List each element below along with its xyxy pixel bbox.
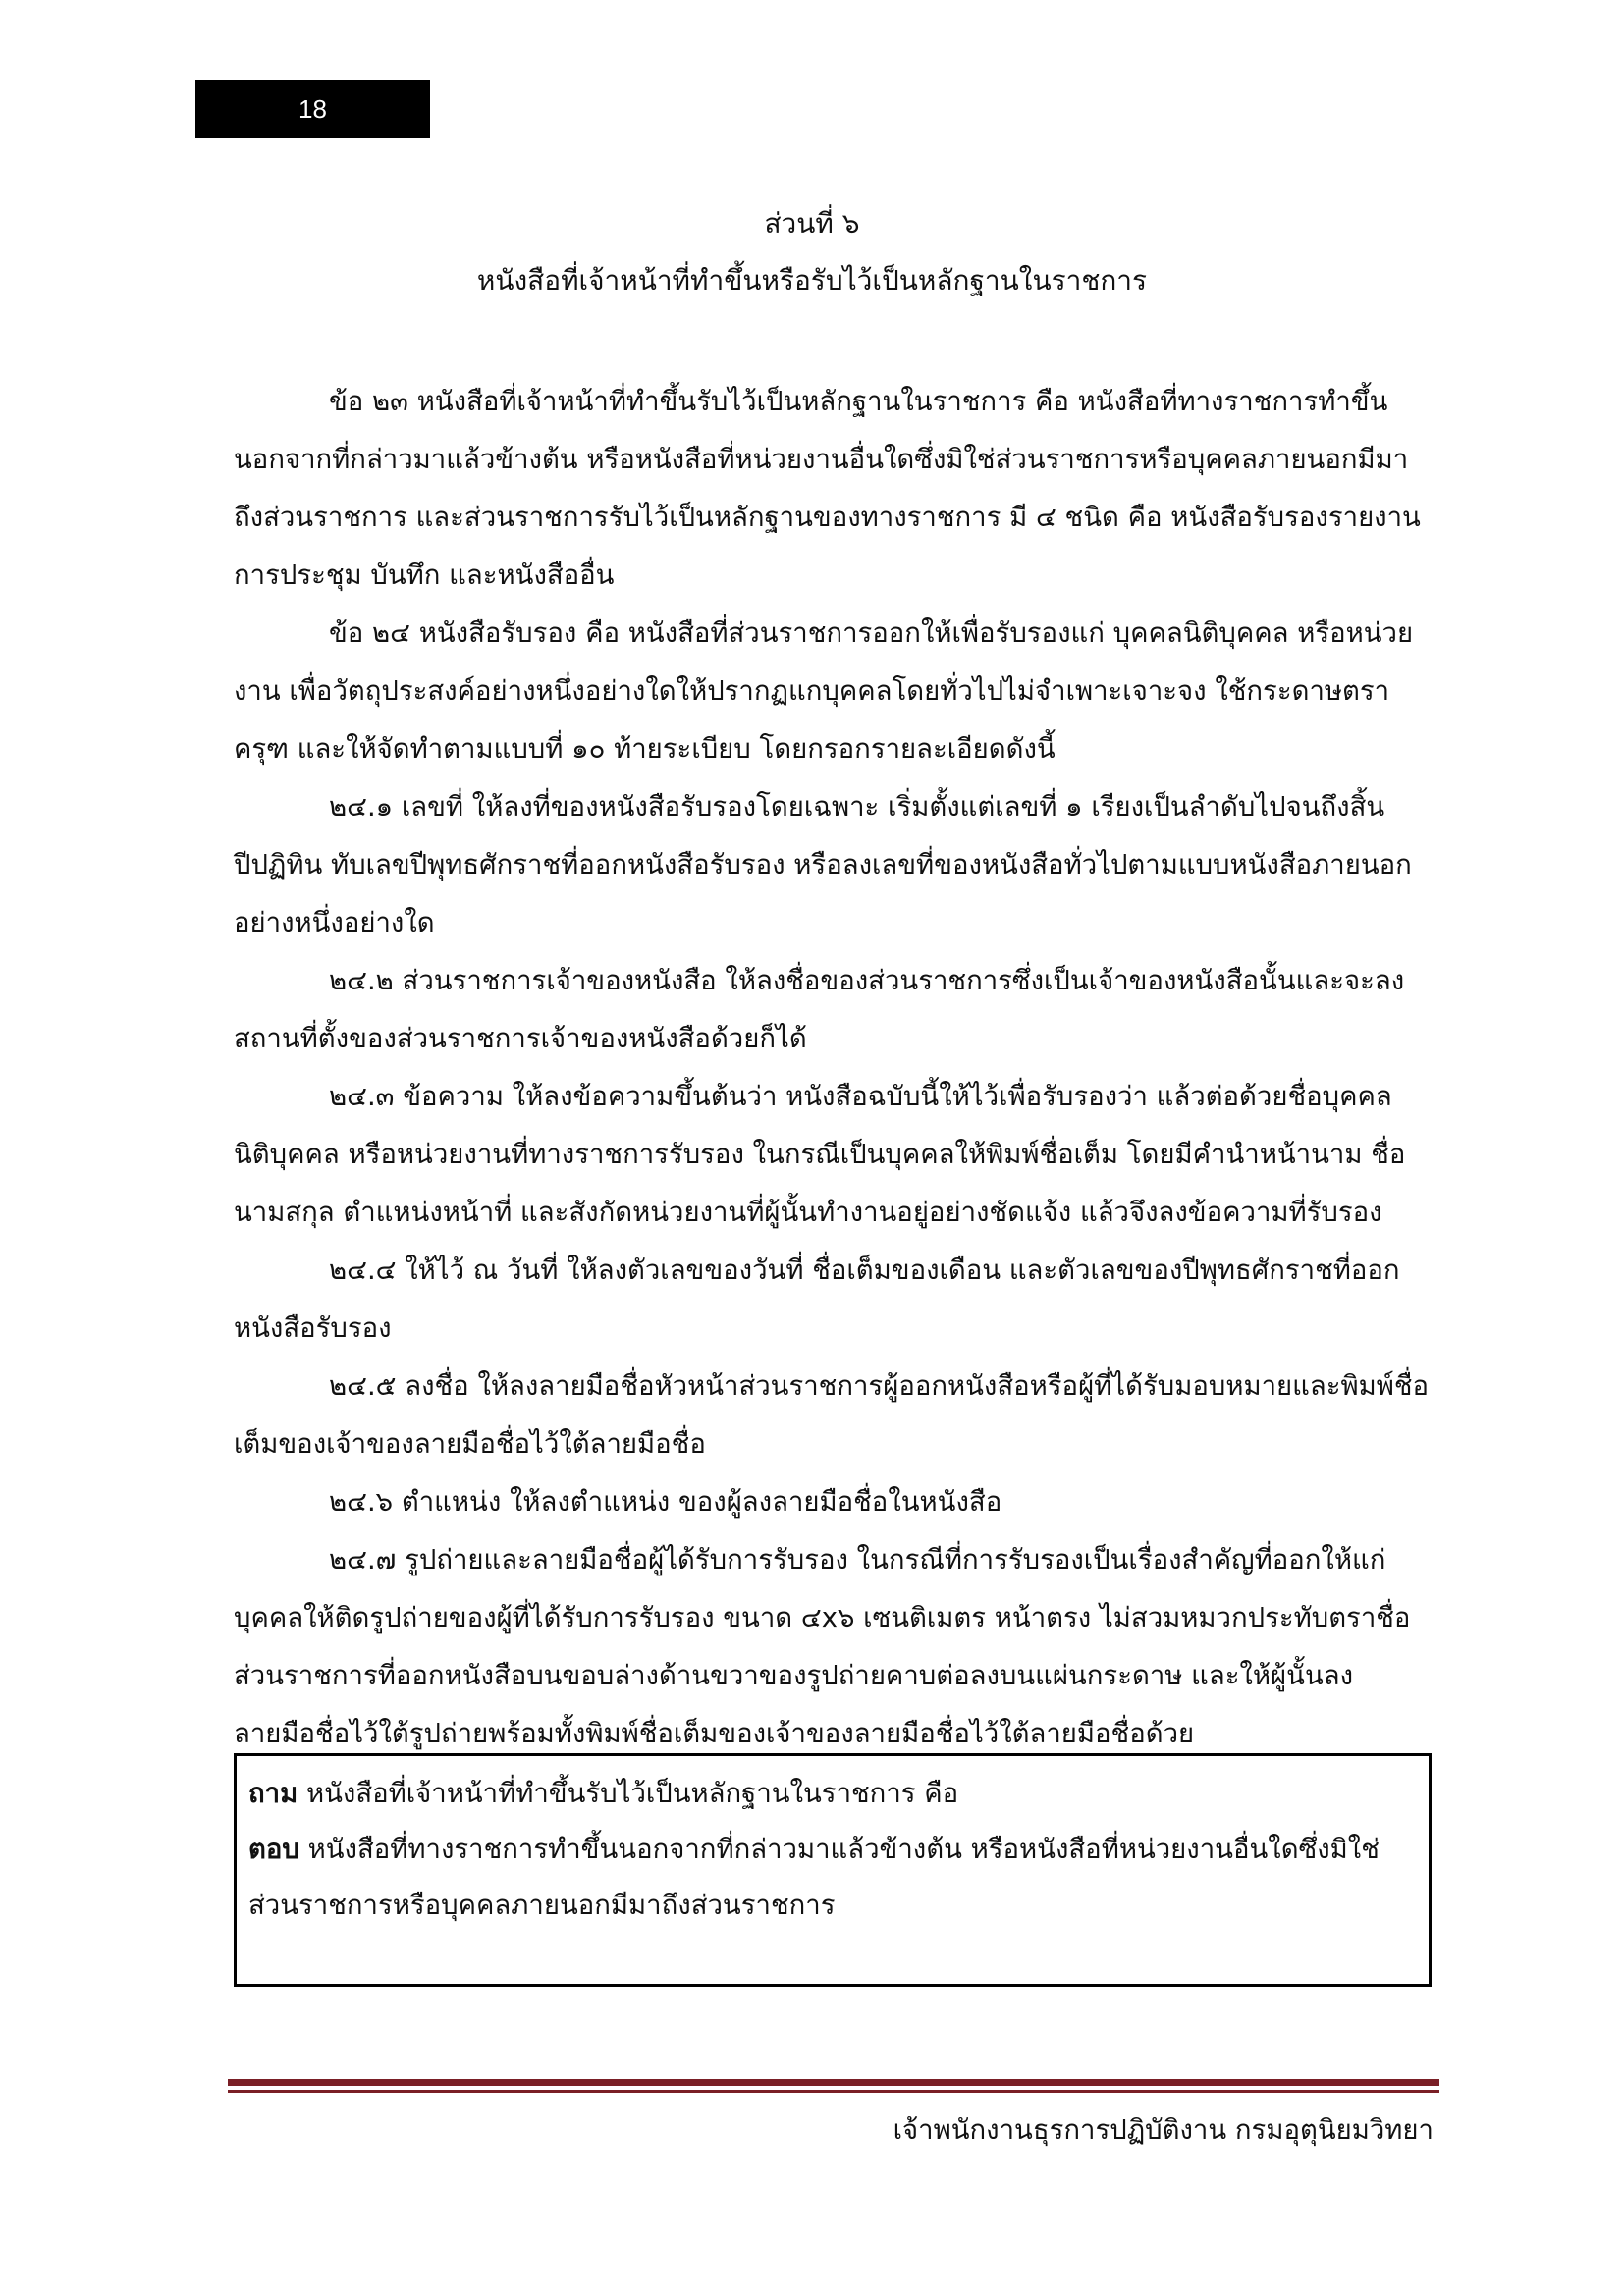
paragraph-clause-24: ข้อ ๒๔ หนังสือรับรอง คือ หนังสือที่ส่วนราชการออกให้เพื่อรับรองแก่ บุคคลนิติบุคคล หรือหน่วยงาน เพื่อวัตถุประสงค์อย่างหนึ่งอย่างใดให้ปรากฏแกบุคคลโดยทั่วไปไม่จำเพาะเจาะจง ใช้กระดาษตราครุฑ และให้จัดทำตามแบบที่ ๑๐ ท้ายระเบียบ โดยกรอกรายละเอียดดังนี้ bbox=[234, 617, 1414, 765]
document-body bbox=[234, 373, 1432, 1763]
paragraph-24-7: ๒๔.๗ รูปถ่ายและลายมือชื่อผู้ได้รับการรับรอง ในกรณีที่การรับรองเป็นเรื่องสำคัญที่ออกให้แก่บุคคลให้ติดรูปถ่ายของผู้ที่ได้รับการรับรอง ขนาด ๔x๖ เซนติเมตร หน้าตรง ไม่สวมหมวกประทับตราชื่อส่วนราชการที่ออกหนังสือบนขอบล่างด้านขวาของรูปถ่ายคาบต่อลงบนแผ่นกระดาษ และให้ผู้นั้นลงลายมือชื่อไว้ใต้รูปถ่ายพร้อมทั้งพิมพ์ชื่อเต็มของเจ้าของลายมือชื่อไว้ใต้ลายมือชื่อด้วย bbox=[234, 1544, 1411, 1749]
question-label: ถาม bbox=[248, 1778, 298, 1809]
paragraph-24-4: ๒๔.๔ ให้ไว้ ณ วันที่ ให้ลงตัวเลขของวันที่ ชื่อเต็มของเดือน และตัวเลขของปีพุทธศักราชที่ออกหนังสือรับรอง bbox=[234, 1255, 1400, 1344]
paragraph-24-2: ๒๔.๒ ส่วนราชการเจ้าของหนังสือ ให้ลงชื่อของส่วนราชการซึ่งเป็นเจ้าของหนังสือนั้นและจะลงสถานที่ตั้งของส่วนราชการเจ้าของหนังสือด้วยก็ได้ bbox=[234, 965, 1405, 1054]
page-number: 18 bbox=[298, 93, 327, 124]
page-number-box bbox=[195, 80, 430, 138]
paragraph-clause-23: ข้อ ๒๓ หนังสือที่เจ้าหน้าที่ทำขึ้นรับไว้เป็นหลักฐานในราชการ คือ หนังสือที่ทางราชการทำขึ้นนอกจากที่กล่าวมาแล้วข้างต้น หรือหนังสือที่หน่วยงานอื่นใดซึ่งมิใช่ส่วนราชการหรือบุคคลภายนอกมีมาถึงส่วนราชการ และส่วนราชการรับไว้เป็นหลักฐานของทางราชการ มี ๔ ชนิด คือ หนังสือรับรองรายงานการประชุม บันทึก และหนังสืออื่น bbox=[234, 386, 1421, 591]
question-line bbox=[248, 1766, 1417, 1822]
paragraph-24-6: ๒๔.๖ ตำแหน่ง ให้ลงตำแหน่ง ของผู้ลงลายมือชื่อในหนังสือ bbox=[329, 1486, 1002, 1518]
paragraph-24-3: ๒๔.๓ ข้อความ ให้ลงข้อความขึ้นต้นว่า หนังสือฉบับนี้ให้ไว้เพื่อรับรองว่า แล้วต่อด้วยชื่อบุคคล นิติบุคคล หรือหน่วยงานที่ทางราชการรับรอง ในกรณีเป็นบุคคลให้พิมพ์ชื่อเต็ม โดยมีคำนำหน้านาม ชื่อนามสกุล ตำแหน่งหน้าที่ และสังกัดหน่วยงานที่ผู้นั้นทำงานอยู่อย่างชัดแจ้ง แล้วจึงลงข้อความที่รับรอง bbox=[234, 1081, 1406, 1228]
section-title: ส่วนที่ ๖ bbox=[764, 207, 860, 240]
footer-rule-thick bbox=[228, 2079, 1439, 2086]
footer-text: เจ้าพนักงานธุรการปฏิบัติงาน กรมอุตุนิยมวิทยา bbox=[893, 2114, 1434, 2146]
answer-label: ตอบ bbox=[248, 1834, 299, 1865]
section-subtitle: หนังสือที่เจ้าหน้าที่ทำขึ้นหรือรับไว้เป็นหลักฐานในราชการ bbox=[476, 264, 1148, 296]
answer-line bbox=[248, 1822, 1417, 1934]
footer-rule-thin bbox=[228, 2090, 1439, 2093]
question-text: หนังสือที่เจ้าหน้าที่ทำขึ้นรับไว้เป็นหลักฐานในราชการ คือ bbox=[305, 1778, 959, 1809]
paragraph-24-1: ๒๔.๑ เลขที่ ให้ลงที่ของหนังสือรับรองโดยเฉพาะ เริ่มตั้งแต่เลขที่ ๑ เรียงเป็นลำดับไปจนถึงสิ้นปีปฏิทิน ทับเลขปีพุทธศักราชที่ออกหนังสือรับรอง หรือลงเลขที่ของหนังสือทั่วไปตามแบบหนังสือภายนอกอย่างหนึ่งอย่างใด bbox=[234, 791, 1412, 938]
answer-text: หนังสือที่ทางราชการทำขึ้นนอกจากที่กล่าวมาแล้วข้างต้น หรือหนังสือที่หน่วยงานอื่นใดซึ่งมิใช่ส่วนราชการหรือบุคคลภายนอกมีมาถึงส่วนราชการ bbox=[248, 1834, 1380, 1921]
paragraph-24-5: ๒๔.๕ ลงชื่อ ให้ลงลายมือชื่อหัวหน้าส่วนราชการผู้ออกหนังสือหรือผู้ที่ได้รับมอบหมายและพิมพ์ชื่อเต็มของเจ้าของลายมือชื่อไว้ใต้ลายมือชื่อ bbox=[234, 1370, 1430, 1460]
qa-box bbox=[234, 1753, 1432, 1987]
